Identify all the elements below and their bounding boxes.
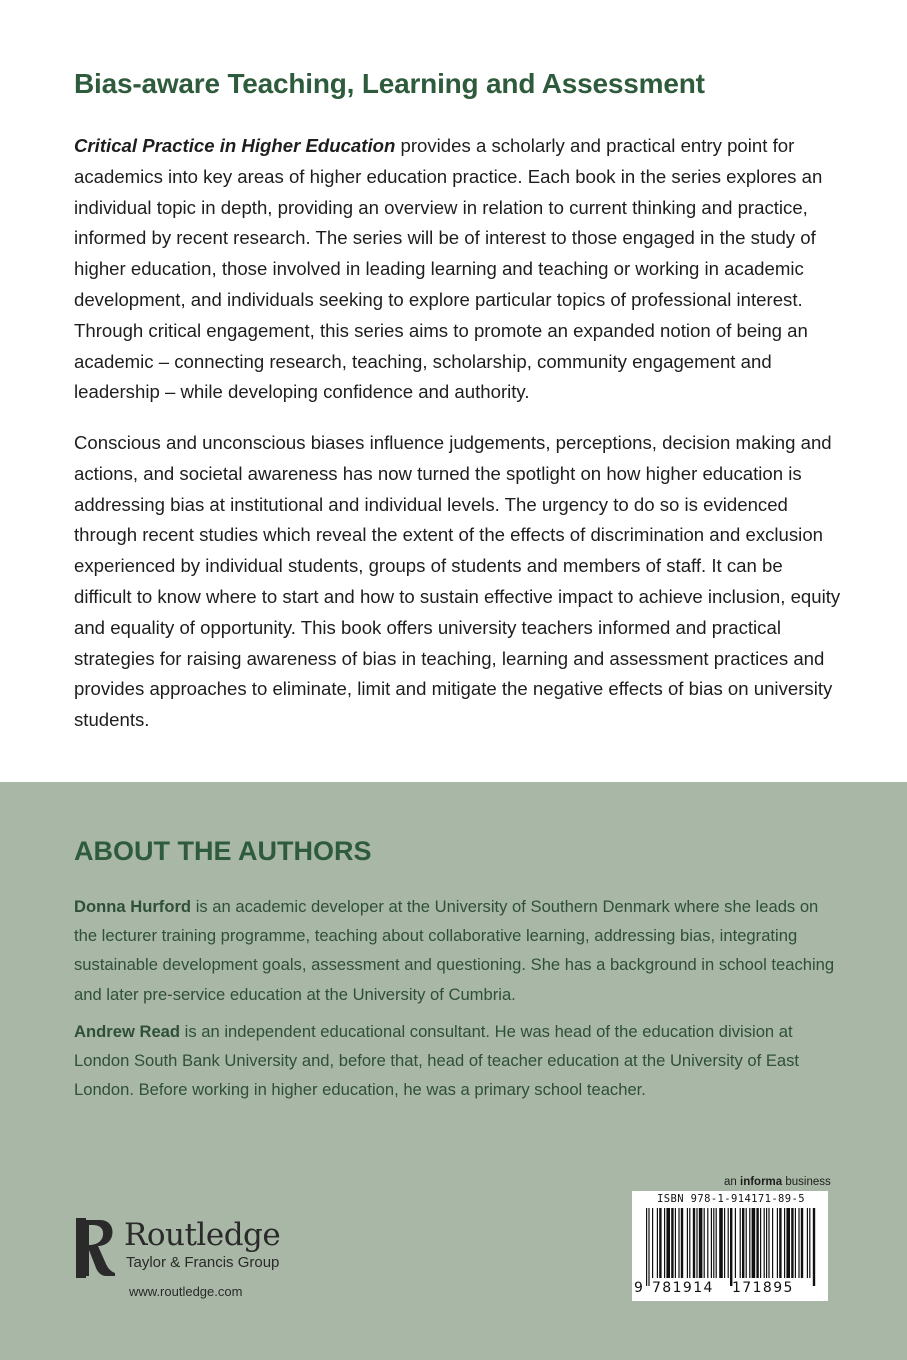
barcode-bar	[671, 1208, 673, 1278]
barcode-bar	[687, 1208, 688, 1278]
barcode-bar	[742, 1208, 744, 1278]
author-bio-read	[74, 1017, 844, 1105]
barcode-bar	[756, 1208, 758, 1278]
series-intro-paragraph	[74, 131, 844, 408]
barcode-bar	[646, 1208, 647, 1286]
barcode-bar	[664, 1208, 665, 1278]
barcode-bar	[716, 1208, 717, 1278]
publisher-group: Taylor & Francis Group	[126, 1254, 280, 1271]
publisher-name: Routledge	[124, 1217, 281, 1253]
author-bio-text: is an independent educational consultant. He was head of the education division at London South Bank University and, before that, head of teacher education at the University of East London. Before working in higher education, he was a primary school teacher.	[74, 1022, 800, 1100]
barcode-bar	[798, 1208, 799, 1278]
barcode-bar	[801, 1208, 803, 1278]
barcode-bar	[693, 1208, 695, 1278]
book-description-paragraph: Conscious and unconscious biases influence judgements, perceptions, decision making and actions, and societal awareness has now turned the spotlight on how higher education is addressing bias at institutional and individual levels. The urgency to do so is evidenced through recent studies which reveal the extent of the effects of discrimination and exclusion experienced by individual students, groups of students and members of staff. It can be difficult to know where to start and how to sustain effective impact to achieve inclusion, equity and equality of opportunity. This book offers university teachers informed and practical strategies for raising awareness of bias in teaching, learning and assessment practices and provides approaches to eliminate, limit and mitigate the negative effects of bias on university students.	[74, 432, 841, 731]
informa-prefix: an	[724, 1176, 740, 1188]
barcode-bar	[740, 1208, 741, 1278]
informa-tagline	[724, 1176, 831, 1188]
barcode-bar	[749, 1208, 750, 1278]
barcode-bar	[730, 1208, 732, 1286]
series-name: Critical Practice in Higher Education	[74, 135, 396, 156]
barcode-bar	[735, 1208, 736, 1278]
authors-heading: ABOUT THE AUTHORS	[74, 836, 372, 866]
author-bio-hurford	[74, 892, 844, 1009]
barcode-bar	[648, 1208, 649, 1286]
barcode-bar	[696, 1208, 697, 1278]
barcode-bar	[699, 1208, 703, 1278]
barcode-bar	[779, 1208, 781, 1278]
barcode-bar	[678, 1208, 679, 1278]
barcode-bar	[666, 1208, 670, 1278]
informa-suffix: business	[782, 1176, 831, 1188]
barcode-bar	[795, 1208, 796, 1278]
barcode-bar	[784, 1208, 785, 1278]
barcode-bar	[681, 1208, 683, 1278]
barcode-bar	[675, 1208, 676, 1278]
barcode-bar	[760, 1208, 761, 1278]
barcode-bar	[764, 1208, 765, 1278]
author-name: Andrew Read	[74, 1022, 181, 1041]
barcode-bar	[707, 1208, 708, 1278]
barcode-bar	[689, 1208, 690, 1278]
barcode-bar	[768, 1208, 769, 1278]
barcode-bars	[646, 1208, 816, 1286]
barcode-bar	[704, 1208, 705, 1278]
barcode-bar	[719, 1208, 723, 1278]
isbn-barcode	[632, 1191, 828, 1301]
barcode-bar	[713, 1208, 714, 1278]
barcode-bar	[791, 1208, 793, 1278]
barcode-bar	[772, 1208, 773, 1278]
barcode-bar	[746, 1208, 747, 1278]
barcode-bar	[786, 1208, 790, 1278]
author-bio-text: is an academic developer at the University of Southern Denmark where she leads on the lecturer training programme, teaching about collaborative learning, addressing bias, integrating sustainable development goals, assessment and questioning. She has a background in school teaching and later pre-service education at the University of Cumbria.	[74, 897, 835, 1004]
series-intro-text: provides a scholarly and practical entry point for academics into key areas of higher education practice. Each book in the series explores an individual topic in depth, providing an overview in relation to current thinking and practice, informed by recent research. The series will be of interest to those engaged in the study of higher education, those involved in leading learning and teaching or working in academic development, and individuals seeking to explore particular topics of professional interest. Through critical engagement, this series aims to promote an expanded notion of being an academic – connecting research, teaching, scholarship, community engagement and leadership – while developing confidence and authority.	[74, 135, 823, 403]
barcode-bar	[652, 1208, 653, 1278]
isbn-label: ISBN 978-1-914171-89-5	[657, 1193, 805, 1205]
barcode-first-digit: 9	[634, 1280, 645, 1296]
barcode-bar	[752, 1208, 756, 1278]
author-name: Donna Hurford	[74, 897, 192, 916]
barcode-bar	[728, 1208, 729, 1278]
barcode-bar	[807, 1208, 808, 1278]
barcode-bar	[711, 1208, 712, 1278]
routledge-r-icon	[76, 1218, 116, 1278]
informa-brand: informa	[740, 1176, 783, 1188]
barcode-bar	[809, 1208, 810, 1278]
publisher-url: www.routledge.com	[129, 1284, 243, 1299]
barcode-left-digits: 781914	[652, 1280, 714, 1296]
barcode-right-digits: 171895	[732, 1280, 794, 1296]
barcode-bar	[659, 1208, 661, 1278]
barcode-bar	[766, 1208, 767, 1278]
barcode-bar	[657, 1208, 658, 1278]
barcode-bar	[777, 1208, 778, 1278]
barcode-bar	[813, 1208, 815, 1286]
barcode-bar	[724, 1208, 725, 1278]
book-title: Bias-aware Teaching, Learning and Assessment	[74, 68, 705, 99]
